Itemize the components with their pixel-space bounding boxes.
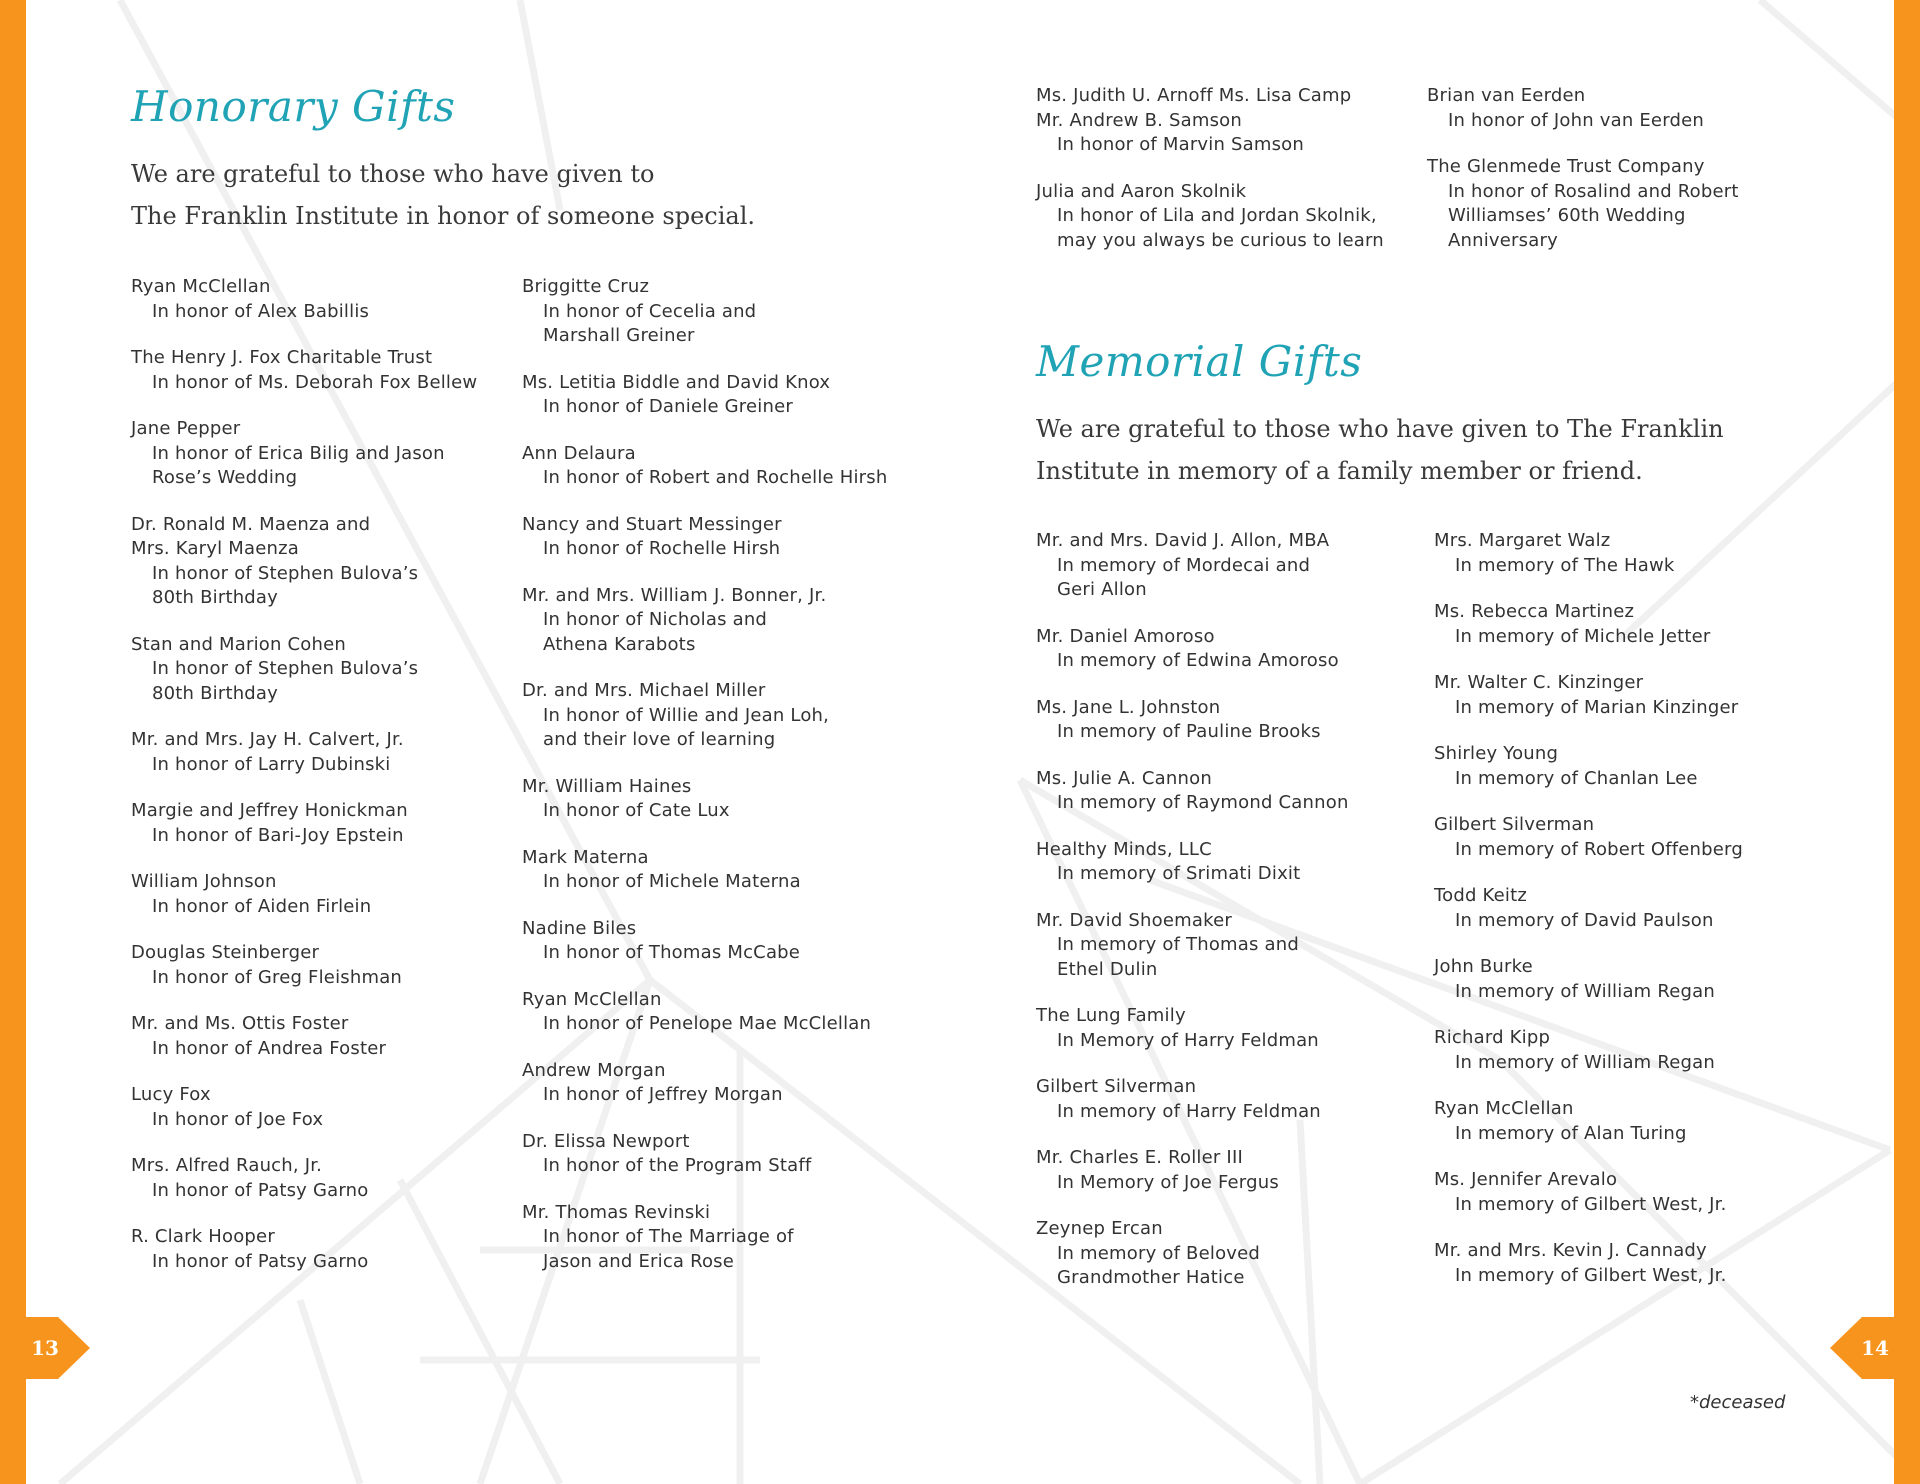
right-page-border — [1894, 0, 1920, 1484]
tribute-line: In honor of Thomas McCabe — [543, 942, 801, 963]
donor-name: Nadine Biles — [522, 917, 637, 939]
donor-name: Dr. and Mrs. Michael Miller — [522, 680, 766, 701]
tribute-line: In honor of Jeffrey Morgan — [543, 1084, 783, 1105]
donor-name: Julia and Aaron Skolnik — [1036, 180, 1247, 202]
tribute-line: In honor of Patsy Garno — [152, 1179, 369, 1201]
donor-name: Mr. David Shoemaker — [1036, 909, 1232, 931]
donor-name: Ryan McClellan — [1434, 1098, 1574, 1119]
tribute-line: In honor of Patsy Garno — [152, 1250, 369, 1272]
donor-name: The Henry J. Fox Charitable Trust — [131, 347, 433, 368]
donor-name: Healthy Minds, LLC — [1036, 838, 1212, 860]
donor-name: Shirley Young — [1434, 743, 1559, 764]
tribute-line: In honor of Cecelia and — [543, 300, 757, 322]
tribute-line: In honor of Penelope Mae McClellan — [543, 1013, 872, 1034]
donor-name: Jane Pepper — [131, 418, 241, 439]
gift-entry — [1434, 1097, 1743, 1146]
donor-name: Mr. Charles E. Roller III — [1036, 1147, 1243, 1168]
donor-name: Mark Materna — [522, 846, 649, 868]
gift-entry — [1434, 813, 1743, 862]
tribute-line: In honor of Rosalind and Robert — [1448, 180, 1739, 202]
gift-entry — [1036, 767, 1349, 816]
donor-name: Ms. Jane L. Johnston — [1036, 696, 1221, 718]
gift-entry — [1434, 529, 1743, 578]
memorial-intro-line-2: Institute in memory of a family member or friend. — [1036, 457, 1643, 485]
tribute-line: In memory of Marian Kinzinger — [1455, 696, 1739, 718]
gift-entry — [1036, 1146, 1349, 1195]
donor-name: Mr. William Haines — [522, 775, 692, 797]
gift-entry — [522, 988, 887, 1037]
gift-entry — [522, 1130, 887, 1179]
tribute-line: In Memory of Harry Feldman — [1057, 1029, 1319, 1051]
donor-name: Mrs. Karyl Maenza — [131, 538, 299, 559]
gift-entry — [522, 846, 887, 895]
donor-name: Mr. and Mrs. Kevin J. Cannady — [1434, 1240, 1707, 1261]
gift-entry — [131, 633, 477, 707]
donor-name: Andrew Morgan — [522, 1059, 666, 1081]
donor-name: Gilbert Silverman — [1434, 814, 1595, 835]
tribute-line: In memory of Robert Offenberg — [1455, 838, 1743, 860]
donor-name: Mrs. Alfred Rauch, Jr. — [131, 1155, 323, 1176]
donor-name: Mr. Andrew B. Samson — [1036, 109, 1242, 131]
gift-entry — [522, 275, 887, 349]
tribute-line: In memory of Chanlan Lee — [1455, 767, 1698, 789]
tribute-line: In memory of Pauline Brooks — [1057, 721, 1321, 742]
tribute-line: Marshall Greiner — [543, 325, 695, 346]
tribute-line: In memory of William Regan — [1455, 1051, 1715, 1073]
gift-entry — [131, 417, 477, 491]
page-number-tab-right — [1830, 1317, 1920, 1379]
donor-name: Mr. and Ms. Ottis Foster — [131, 1013, 349, 1034]
tribute-line: In memory of Gilbert West, Jr. — [1455, 1264, 1727, 1286]
memorial-gifts-header — [1036, 337, 1724, 492]
tribute-line: Anniversary — [1448, 229, 1558, 251]
honorary-gifts-title: Honorary Gifts — [131, 82, 456, 131]
tribute-line: In memory of Thomas and — [1057, 934, 1299, 955]
gift-entry — [1434, 1239, 1743, 1288]
page-number-left: 13 — [31, 1336, 59, 1360]
gift-entry — [522, 1059, 887, 1108]
gift-entry — [522, 513, 887, 562]
donor-name: Ms. Judith U. Arnoff Ms. Lisa Camp — [1036, 85, 1352, 106]
tribute-line: In honor of Marvin Samson — [1057, 134, 1305, 155]
gift-entry — [522, 917, 887, 966]
gift-entry — [1036, 180, 1384, 254]
tribute-line: In memory of The Hawk — [1455, 554, 1675, 576]
tribute-line: In memory of Srimati Dixit — [1057, 863, 1301, 884]
gift-entry — [131, 728, 477, 777]
gift-entry — [522, 584, 887, 658]
honorary-gifts-header — [131, 82, 755, 237]
tribute-line: In honor of the Program Staff — [543, 1155, 812, 1176]
donor-name: Mr. and Mrs. David J. Allon, MBA — [1036, 530, 1330, 551]
donor-name: Mr. Walter C. Kinzinger — [1434, 672, 1644, 693]
tribute-line: In honor of Alex Babillis — [152, 300, 370, 322]
tribute-line: Geri Allon — [1057, 579, 1147, 600]
gift-entry — [522, 371, 887, 420]
gift-entry — [131, 799, 477, 848]
donor-name: Dr. Elissa Newport — [522, 1130, 690, 1152]
tribute-line: Grandmother Hatice — [1057, 1267, 1245, 1288]
tribute-line: In memory of Michele Jetter — [1455, 625, 1711, 647]
tribute-line: In honor of Michele Materna — [543, 871, 801, 892]
tribute-line: In honor of Daniele Greiner — [543, 396, 793, 417]
gift-entry — [131, 513, 477, 611]
tribute-line: In memory of Mordecai and — [1057, 554, 1311, 576]
gift-entry — [522, 1201, 887, 1275]
tribute-line: Rose’s Wedding — [152, 467, 298, 488]
gift-entry — [1036, 696, 1349, 745]
tribute-line: In memory of Beloved — [1057, 1242, 1261, 1264]
tribute-line: 80th Birthday — [152, 587, 279, 608]
gift-entry — [1434, 884, 1743, 933]
honorary-intro-line-2: The Franklin Institute in honor of someone special. — [131, 202, 756, 230]
gift-entry — [1434, 1026, 1743, 1075]
gift-entry — [1434, 671, 1743, 720]
donor-name: Zeynep Ercan — [1036, 1218, 1163, 1239]
tribute-line: In honor of Andrea Foster — [152, 1037, 387, 1059]
gift-entry — [131, 1083, 477, 1132]
donor-name: Richard Kipp — [1434, 1027, 1551, 1048]
page-number-right: 14 — [1861, 1336, 1889, 1360]
donor-name: Mrs. Margaret Walz — [1434, 530, 1611, 551]
page-number-tab-left — [0, 1317, 90, 1379]
tribute-line: In honor of Stephen Bulova’s — [152, 658, 419, 679]
tribute-line: Athena Karabots — [543, 633, 696, 655]
donor-name: Mr. Thomas Revinski — [522, 1201, 711, 1223]
gift-entry — [1434, 955, 1743, 1004]
gift-entry — [131, 275, 477, 324]
memorial-column-1 — [1036, 529, 1349, 1313]
gift-entry — [131, 870, 477, 919]
gift-entry — [1036, 838, 1349, 887]
donor-name: Dr. Ronald M. Maenza and — [131, 513, 371, 535]
gift-entry — [1036, 84, 1384, 158]
donor-name: Mr. and Mrs. Jay H. Calvert, Jr. — [131, 729, 404, 750]
donor-name: Stan and Marion Cohen — [131, 633, 347, 655]
tribute-line: Williamses’ 60th Wedding — [1448, 205, 1686, 226]
donor-name: Nancy and Stuart Messinger — [522, 513, 782, 535]
tribute-line: In honor of Joe Fox — [152, 1108, 324, 1130]
tribute-line: may you always be curious to learn — [1057, 229, 1384, 251]
tribute-line: In honor of Rochelle Hirsh — [543, 538, 781, 559]
tribute-line: In honor of Robert and Rochelle Hirsh — [543, 467, 888, 488]
gift-entry — [1434, 742, 1743, 791]
gift-entry — [131, 346, 477, 395]
gift-entry — [1434, 1168, 1743, 1217]
tribute-line: In honor of John van Eerden — [1448, 109, 1704, 131]
donor-name: Ryan McClellan — [131, 276, 271, 297]
gift-entry — [522, 679, 887, 753]
donor-name: Ms. Jennifer Arevalo — [1434, 1169, 1618, 1190]
donor-name: Ann Delaura — [522, 442, 636, 464]
gift-entry — [131, 1225, 477, 1274]
donor-name: The Glenmede Trust Company — [1427, 156, 1705, 177]
tribute-line: In memory of Raymond Cannon — [1057, 792, 1349, 813]
tribute-line: 80th Birthday — [152, 682, 279, 704]
donor-name: Ms. Letitia Biddle and David Knox — [522, 371, 831, 393]
donor-name: Mr. Daniel Amoroso — [1036, 625, 1215, 647]
donor-name: The Lung Family — [1036, 1005, 1186, 1026]
gift-entry — [1036, 1075, 1349, 1124]
gift-entry — [1036, 625, 1349, 674]
tribute-line: Ethel Dulin — [1057, 958, 1158, 980]
tribute-line: In honor of Stephen Bulova’s — [152, 562, 419, 584]
tribute-line: In honor of Greg Fleishman — [152, 966, 403, 988]
donor-name: William Johnson — [131, 871, 277, 892]
memorial-column-2 — [1434, 529, 1743, 1310]
tribute-line: In honor of Willie and Jean Loh, — [543, 704, 830, 726]
memorial-intro-line-1: We are grateful to those who have given to The Franklin — [1036, 415, 1724, 443]
gift-entry — [131, 1012, 477, 1061]
gift-entry — [1036, 1217, 1349, 1291]
tribute-line: In memory of William Regan — [1455, 980, 1715, 1002]
gift-entry — [131, 1154, 477, 1203]
honorary-column-3 — [1036, 84, 1384, 275]
left-page-border — [0, 0, 26, 1484]
tribute-line: In honor of Ms. Deborah Fox Bellew — [152, 371, 478, 393]
donor-name: John Burke — [1434, 956, 1533, 977]
tribute-line: Jason and Erica Rose — [543, 1250, 735, 1272]
donor-name: Mr. and Mrs. William J. Bonner, Jr. — [522, 584, 827, 606]
donor-name: Ms. Julie A. Cannon — [1036, 767, 1212, 789]
gift-entry — [1427, 155, 1739, 253]
honorary-intro-line-1: We are grateful to those who have given to — [131, 160, 655, 188]
donor-name: Ryan McClellan — [522, 988, 662, 1010]
honorary-column-4 — [1427, 84, 1739, 275]
donor-name: R. Clark Hooper — [131, 1226, 275, 1247]
donor-name: Gilbert Silverman — [1036, 1076, 1197, 1097]
memorial-gifts-title: Memorial Gifts — [1036, 337, 1363, 386]
donor-name: Todd Keitz — [1434, 885, 1528, 906]
tribute-line: In honor of Lila and Jordan Skolnik, — [1057, 205, 1377, 226]
tribute-line: In memory of Alan Turing — [1455, 1122, 1687, 1144]
tribute-line: In honor of Larry Dubinski — [152, 753, 391, 775]
gift-entry — [1036, 529, 1349, 603]
donor-name: Brian van Eerden — [1427, 85, 1586, 106]
tribute-line: In honor of Nicholas and — [543, 609, 768, 630]
tribute-line: In honor of Aiden Firlein — [152, 895, 372, 917]
donor-name: Ms. Rebecca Martinez — [1434, 601, 1635, 622]
tribute-line: In memory of David Paulson — [1455, 909, 1714, 931]
donor-name: Margie and Jeffrey Honickman — [131, 800, 408, 821]
gift-entry — [1036, 1004, 1349, 1053]
gift-entry — [131, 941, 477, 990]
donor-name: Douglas Steinberger — [131, 942, 320, 963]
gift-entry — [1427, 84, 1739, 133]
gift-entry — [522, 442, 887, 491]
gift-entry — [522, 775, 887, 824]
donor-name: Lucy Fox — [131, 1084, 211, 1105]
honorary-column-2 — [522, 275, 887, 1296]
honorary-column-1 — [131, 275, 477, 1296]
tribute-line: and their love of learning — [543, 729, 776, 750]
deceased-footnote: *deceased — [1690, 1392, 1786, 1413]
tribute-line: In honor of Erica Bilig and Jason — [152, 442, 445, 464]
tribute-line: In memory of Edwina Amoroso — [1057, 650, 1339, 671]
gift-entry — [1036, 909, 1349, 983]
tribute-line: In memory of Gilbert West, Jr. — [1455, 1193, 1727, 1215]
tribute-line: In Memory of Joe Fergus — [1057, 1171, 1279, 1193]
tribute-line: In honor of Cate Lux — [543, 800, 730, 821]
tribute-line: In honor of Bari-Joy Epstein — [152, 824, 404, 846]
donor-name: Briggitte Cruz — [522, 276, 650, 297]
gift-entry — [1434, 600, 1743, 649]
tribute-line: In honor of The Marriage of — [543, 1226, 794, 1247]
tribute-line: In memory of Harry Feldman — [1057, 1100, 1321, 1122]
